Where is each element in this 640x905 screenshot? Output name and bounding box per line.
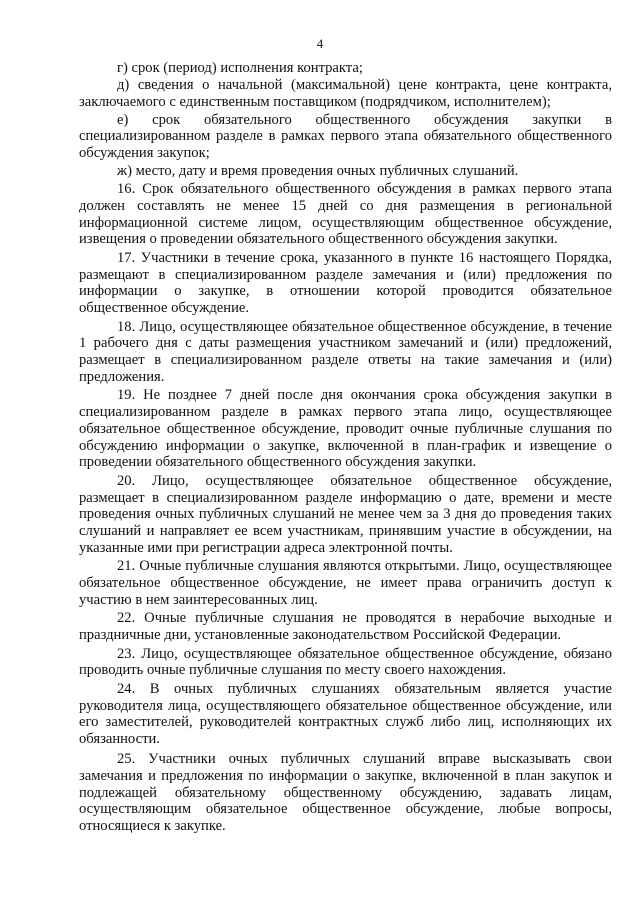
list-item-g: г) срок (период) исполнения контракта; bbox=[117, 60, 363, 76]
list-item-d: д) сведения о начальной (максимальной) цене контракта, цене контракта, заключаемого с единственным поставщиком (подрядчиком, исполнителем); bbox=[79, 77, 612, 111]
clause-25: 25. Участники очных публичных слушаний вправе высказывать свои замечания и предложения по информации о закупке, включенной в план закупок и подлежащей обязательному общественному обсуждению, задавать лицам, осуществляющим обязательное общественное обсуждение, любые вопросы, относящиеся к закупке. bbox=[79, 751, 612, 835]
clause-17: 17. Участники в течение срока, указанного в пункте 16 настоящего Порядка, размещают в специализированном разделе замечания и (или) предложения по информации о закупке, в отношении которой проводится обязательное общественное обсуждение. bbox=[79, 249, 612, 317]
document-body bbox=[79, 60, 612, 837]
clause-20: 20. Лицо, осуществляющее обязательное общественное обсуждение, размещает в специализированном разделе информацию о дате, времени и месте проведения очных публичных слушаний не менее чем за 3 дня до проведения таких слушаний и направляет ее всем участникам, принявшим участие в обсуждении, на указанные ими при регистрации адреса электронной почты. bbox=[79, 472, 612, 557]
list-item-e: е) срок обязательного общественного обсуждения закупки в специализированном разделе в рамках первого этапа обязательного общественного обсуждения закупок; bbox=[79, 111, 612, 162]
clause-16: 16. Срок обязательного общественного обсуждения в рамках первого этапа должен составлять не менее 15 дней со дня размещения в региональной информационной системе лицом, осуществляющим общественное обсуждение, извещения о проведении обязательного общественного обсуждения закупки. bbox=[79, 180, 612, 248]
clause-23: 23. Лицо, осуществляющее обязательное общественное обсуждение, обязано проводить очные публичные слушания по месту своего нахождения. bbox=[79, 645, 612, 679]
clause-18: 18. Лицо, осуществляющее обязательное общественное обсуждение, в течение 1 рабочего дня с даты размещения участником замечаний и (или) предложений, размещает в специализированном разделе ответы на такие замечания и (или) предложения. bbox=[79, 318, 612, 385]
clause-19: 19. Не позднее 7 дней после дня окончания срока обсуждения закупки в специализированном разделе в рамках первого этапа лицо, осуществляющее обязательное общественное обсуждение, проводит очные публичные слушания по обсуждению информации о закупке, включенной в план-график и извещение о проведении обязательного общественного обсуждения закупки. bbox=[79, 387, 612, 471]
clause-24: 24. В очных публичных слушаниях обязательным является участие руководителя лица, осуществляющего обязательное общественное обсуждение, или его заместителей, руководителей контрактных служб либо лиц, исполняющих их обязанности. bbox=[79, 680, 612, 748]
page-number: 4 bbox=[316, 36, 324, 51]
list-item-zh: ж) место, дату и время проведения очных публичных слушаний. bbox=[117, 162, 519, 179]
clause-21: 21. Очные публичные слушания являются открытыми. Лицо, осуществляющее обязательное общественное обсуждение, не имеет права ограничить доступ к участию в нем заинтересованных лиц. bbox=[79, 558, 612, 609]
clause-22: 22. Очные публичные слушания не проводятся в нерабочие выходные и праздничные дни, установленные законодательством Российской Федерации. bbox=[79, 610, 612, 644]
